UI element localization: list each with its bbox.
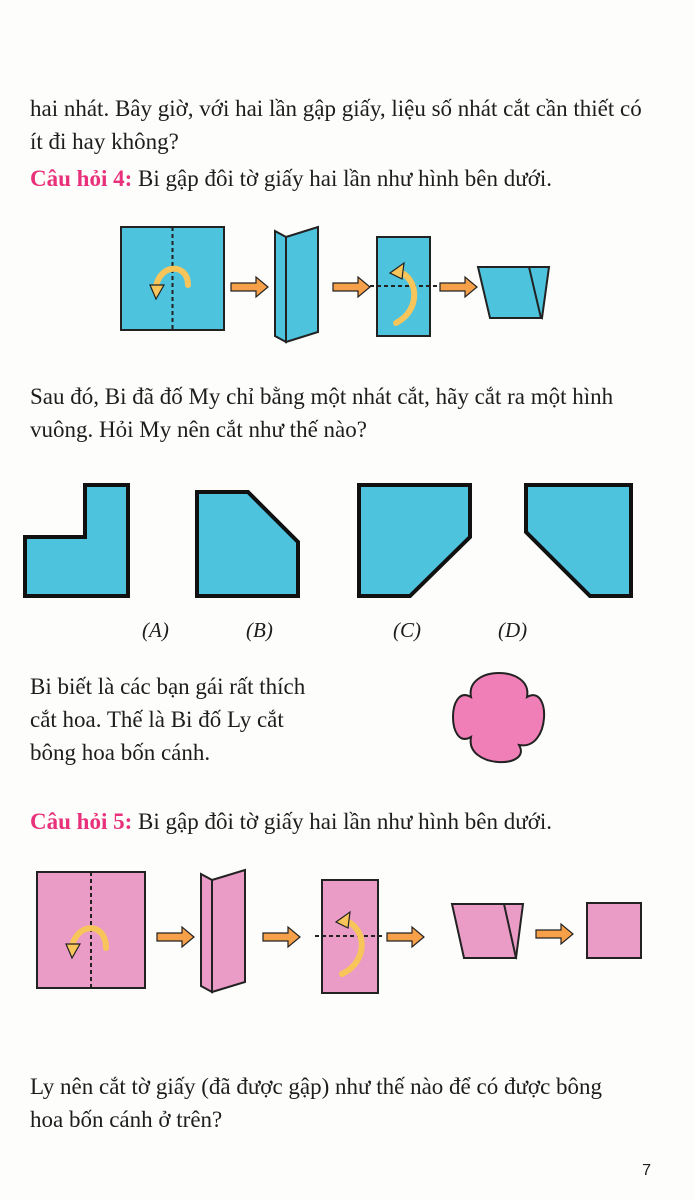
fold-sequence-pink: [0, 860, 695, 1000]
orange-arrow-icon: [231, 277, 268, 297]
orange-arrow-icon: [263, 927, 300, 947]
question-5-text: Bi gập đôi tờ giấy hai lần như hình bên dưới.: [132, 809, 553, 834]
pink-square-sheet: [37, 872, 145, 988]
option-a-shape: [25, 485, 128, 596]
option-a-label: (A): [142, 618, 169, 642]
blue-half-fold: [275, 227, 318, 342]
option-d-shape: [526, 485, 631, 596]
challenge-line-1: Sau đó, Bi đã đố My chỉ bằng một nhát cắt, hãy cắt ra một hình: [30, 384, 614, 409]
answer-shapes: [0, 480, 695, 610]
pink-half-fold: [201, 870, 245, 992]
orange-arrow-icon: [387, 927, 424, 947]
flower-text-line-2: cắt hoa. Thế là Bi đố Ly cắt: [30, 707, 284, 732]
flower-figure: [0, 660, 695, 780]
question-4-text: Bi gập đôi tờ giấy hai lần như hình bên dưới.: [132, 166, 553, 191]
question-4-label: Câu hỏi 4:: [30, 166, 133, 191]
option-c-shape: [359, 485, 470, 596]
question-4: [30, 162, 552, 195]
pink-strip-sheet: [315, 880, 385, 993]
orange-arrow-icon: [333, 277, 370, 297]
question-5-label: Câu hỏi 5:: [30, 809, 133, 834]
blue-square-sheet: [121, 227, 224, 330]
option-c-label: (C): [393, 618, 421, 642]
pink-small-square: [587, 903, 641, 958]
option-b-label: (B): [246, 618, 273, 642]
orange-arrow-icon: [157, 927, 194, 947]
intro-line-1: hai nhát. Bây giờ, với hai lần gập giấy, liệu số nhát cắt cần thiết có: [30, 96, 642, 121]
page-number: 7: [642, 1162, 651, 1179]
fold-sequence-blue: [0, 215, 695, 355]
blue-strip-sheet: [370, 237, 438, 336]
question-5: [30, 805, 552, 838]
option-b-shape: [197, 492, 298, 596]
intro-line-2: ít đi hay không?: [30, 129, 179, 154]
orange-arrow-icon: [536, 924, 573, 944]
pink-folded-square: [452, 904, 523, 958]
challenge-line-2: vuông. Hỏi My nên cắt như thế nào?: [30, 417, 367, 442]
four-petal-flower-icon: [453, 673, 544, 762]
option-d-label: (D): [498, 618, 528, 642]
flower-text-line-1: Bi biết là các bạn gái rất thích: [30, 674, 306, 699]
flower-text-line-3: bông hoa bốn cánh.: [30, 740, 211, 765]
final-question-line-1: Ly nên cắt tờ giấy (đã được gập) như thế nào để có được bông: [30, 1074, 603, 1099]
final-question-line-2: hoa bốn cánh ở trên?: [30, 1107, 223, 1132]
blue-folded-square: [478, 267, 549, 318]
orange-arrow-icon: [440, 277, 477, 297]
